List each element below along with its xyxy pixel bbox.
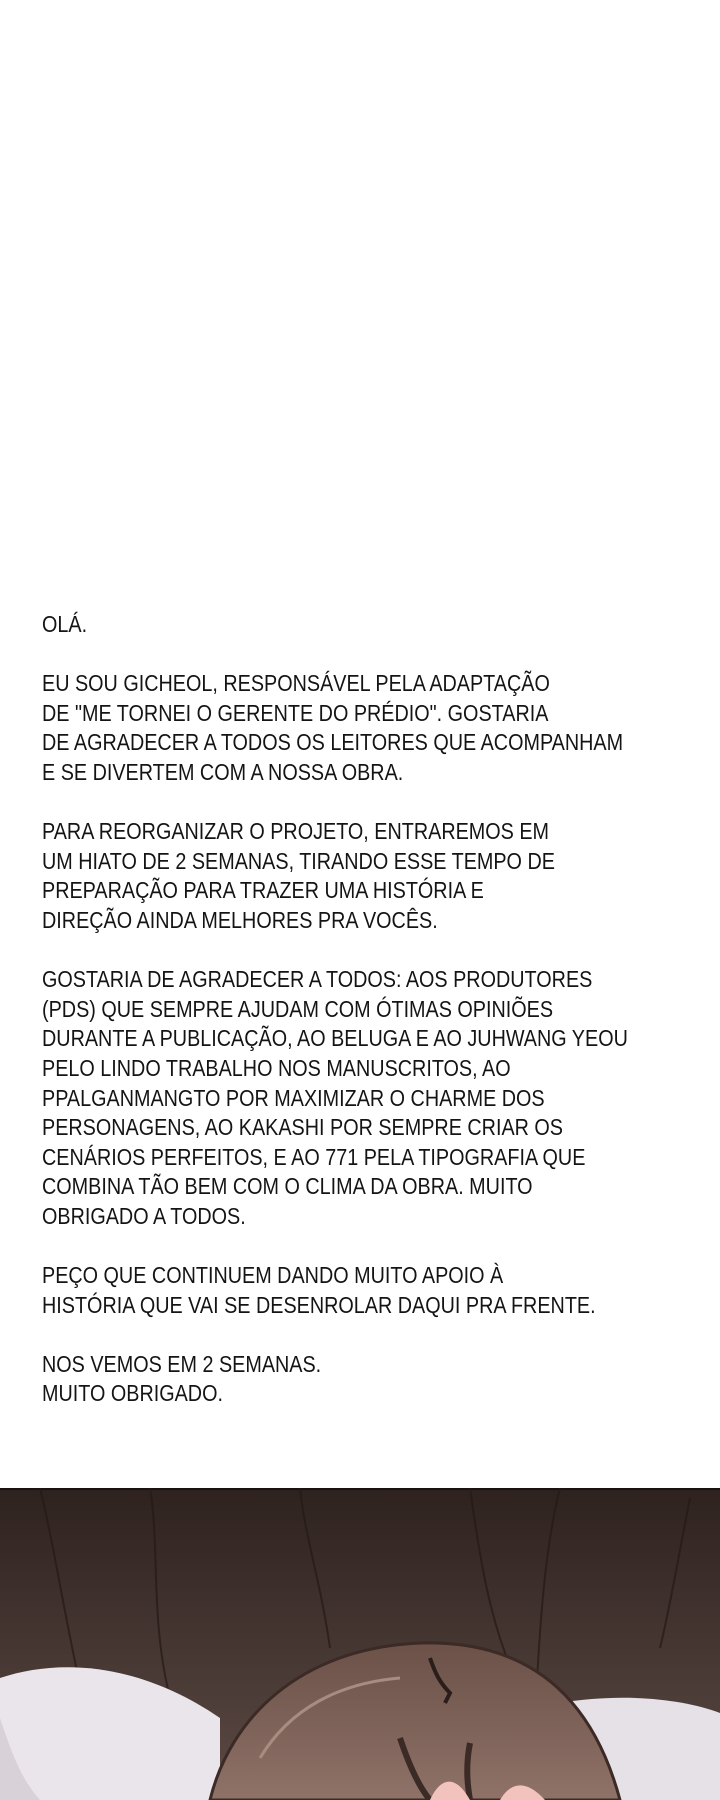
notice-line: DE AGRADECER A TODOS OS LEITORES QUE ACOMPANHAM	[42, 729, 624, 756]
notice-line: CENÁRIOS PERFEITOS, E AO 771 PELA TIPOGRAFIA QUE	[42, 1143, 586, 1170]
notice-line: DIREÇÃO AINDA MELHORES PRA VOCÊS.	[42, 906, 438, 933]
notice-line: NOS VEMOS EM 2 SEMANAS.	[42, 1350, 322, 1377]
notice-line: PEÇO QUE CONTINUEM DANDO MUITO APOIO À	[42, 1262, 504, 1289]
notice-line: PREPARAÇÃO PARA TRAZER UMA HISTÓRIA E	[42, 877, 484, 904]
notice-paragraph-greeting	[42, 610, 592, 640]
notice-paragraph-thanks	[42, 965, 628, 1231]
comic-panel-illustration	[0, 1488, 720, 1800]
notice-line: MUITO OBRIGADO.	[42, 1380, 223, 1407]
notice-line: PERSONAGENS, AO KAKASHI POR SEMPRE CRIAR OS	[42, 1114, 564, 1141]
notice-line: COMBINA TÃO BEM COM O CLIMA DA OBRA. MUITO	[42, 1173, 533, 1200]
author-notice	[42, 610, 628, 1439]
notice-line: PPALGANMANGTO POR MAXIMIZAR O CHARME DOS	[42, 1084, 545, 1111]
notice-line: DE "ME TORNEI O GERENTE DO PRÉDIO". GOSTARIA	[42, 699, 549, 726]
notice-paragraph-support	[42, 1261, 596, 1320]
notice-line: OLÁ.	[42, 611, 88, 637]
notice-line: E SE DIVERTEM COM A NOSSA OBRA.	[42, 758, 404, 785]
illustration-svg	[0, 1488, 720, 1800]
notice-line: UM HIATO DE 2 SEMANAS, TIRANDO ESSE TEMPO DE	[42, 847, 555, 874]
notice-line: (PDS) QUE SEMPRE AJUDAM COM ÓTIMAS OPINIÕES	[42, 995, 554, 1022]
notice-line: OBRIGADO A TODOS.	[42, 1202, 246, 1229]
notice-line: EU SOU GICHEOL, RESPONSÁVEL PELA ADAPTAÇÃO	[42, 670, 550, 697]
notice-paragraph-farewell	[42, 1350, 592, 1409]
notice-line: PELO LINDO TRABALHO NOS MANUSCRITOS, AO	[42, 1054, 511, 1081]
hair-strand-dark-2	[467, 1743, 470, 1800]
notice-line: GOSTARIA DE AGRADECER A TODOS: AOS PRODUTORES	[42, 966, 593, 993]
notice-line: DURANTE A PUBLICAÇÃO, AO BELUGA E AO JUHWANG YEOU	[42, 1025, 628, 1052]
notice-paragraph-introduction	[42, 669, 624, 787]
notice-paragraph-hiatus	[42, 817, 592, 935]
notice-line: PARA REORGANIZAR O PROJETO, ENTRAREMOS EM	[42, 818, 550, 845]
notice-line: HISTÓRIA QUE VAI SE DESENROLAR DAQUI PRA FRENTE.	[42, 1291, 596, 1318]
